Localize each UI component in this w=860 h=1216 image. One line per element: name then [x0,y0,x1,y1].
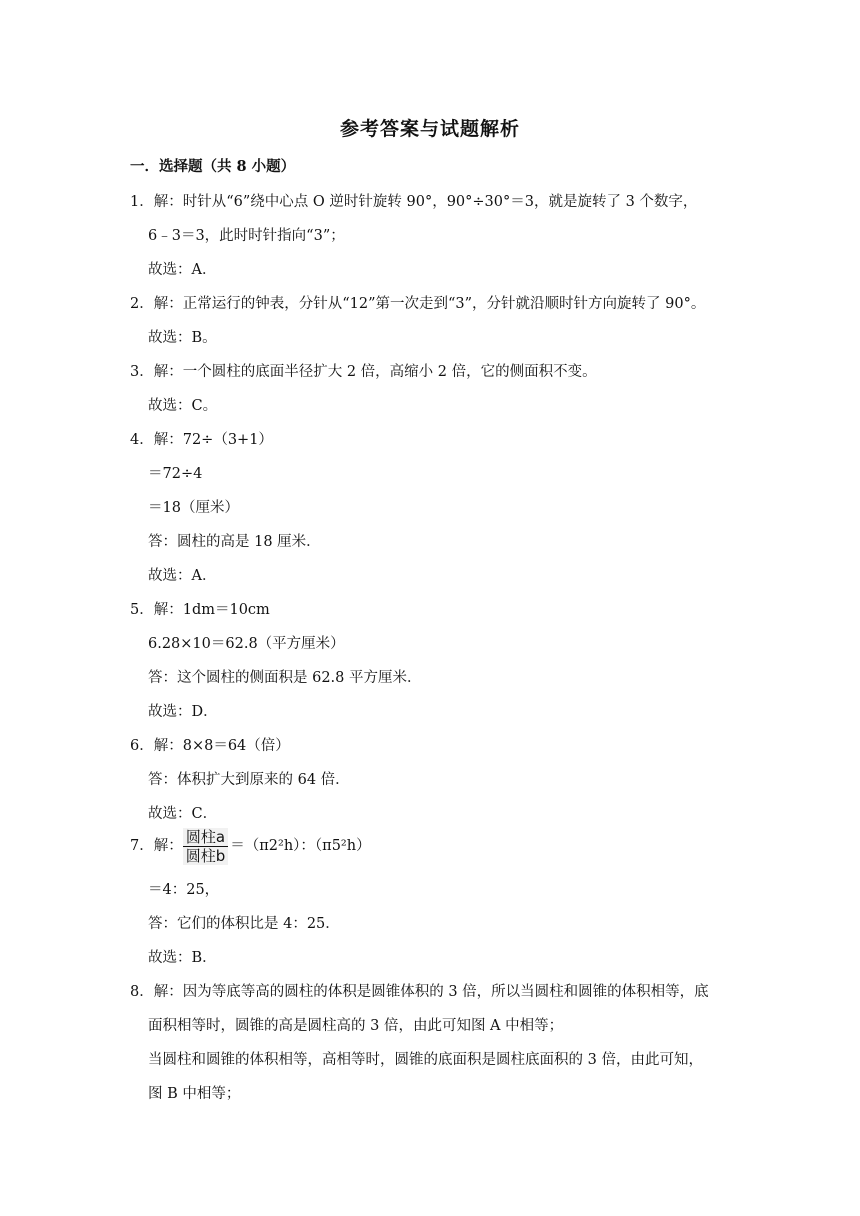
q7-choice: 故选：B． [148,950,217,966]
q6-line-1: 6．解：8×8＝64（倍） [130,738,290,754]
q1-line-2: 6﹣3＝3，此时时针指向“3”； [148,228,345,244]
q3-choice: 故选：C。 [148,398,218,414]
q8-line-2: 面积相等时，圆锥的高是圆柱高的 3 倍，由此可知图 A 中相等； [148,1018,564,1034]
q5-line-2: 6.28×10＝62.8（平方厘米） [148,636,345,652]
q5-answer: 答：这个圆柱的侧面积是 62.8 平方厘米． [148,670,422,686]
q4-line-1: 4．解：72÷（3+1） [130,432,273,448]
q1-choice: 故选：A． [148,262,217,278]
q2-choice: 故选：B。 [148,330,217,346]
q5-choice: 故选：D． [148,704,218,720]
q6-answer: 答：体积扩大到原来的 64 倍． [148,772,350,788]
q8-line-1: 8．解：因为等底等高的圆柱的体积是圆锥体积的 3 倍，所以当圆柱和圆锥的体积相等，底 [130,984,709,1000]
q2-line-1: 2．解：正常运行的钟表，分针从“12”第一次走到“3”，分针就沿顺时针方向旋转了 90°。 [130,296,706,312]
q6-choice: 故选：C． [148,806,218,822]
q7-fraction-numerator: 圆柱a [183,828,229,847]
q8-line-3: 当圆柱和圆锥的体积相等，高相等时，圆锥的底面积是圆柱底面积的 3 倍，由此可知， [148,1052,703,1068]
q4-line-3: ＝18（厘米） [148,500,239,516]
q4-line-2: ＝72÷4 [148,466,203,482]
q7-answer: 答：它们的体积比是 4：25． [148,916,340,932]
q7-line-2: ＝4：25， [148,882,220,898]
q4-answer: 答：圆柱的高是 18 厘米． [148,534,321,550]
q8-line-4: 图 B 中相等； [148,1086,241,1102]
q7-fraction [183,828,229,865]
section-heading: 一．选择题（共 8 小题） [130,158,296,175]
q7-rhs: ＝（π2²h）：（π5²h） [230,838,371,854]
q7-line-1 [130,826,371,866]
q7-fraction-denominator: 圆柱b [183,847,229,865]
page-title: 参考答案与试题解析 [339,118,520,140]
q1-line-1: 1．解：时针从“6”绕中心点 O 逆时针旋转 90°，90°÷30°＝3，就是旋转了 3 个数字， [130,194,698,210]
q7-prefix: 7．解： [130,838,183,854]
q5-line-1: 5．解：1dm＝10cm [130,602,270,618]
q4-choice: 故选：A． [148,568,217,584]
q3-line-1: 3．解：一个圆柱的底面半径扩大 2 倍，高缩小 2 倍，它的侧面积不变。 [130,364,597,380]
